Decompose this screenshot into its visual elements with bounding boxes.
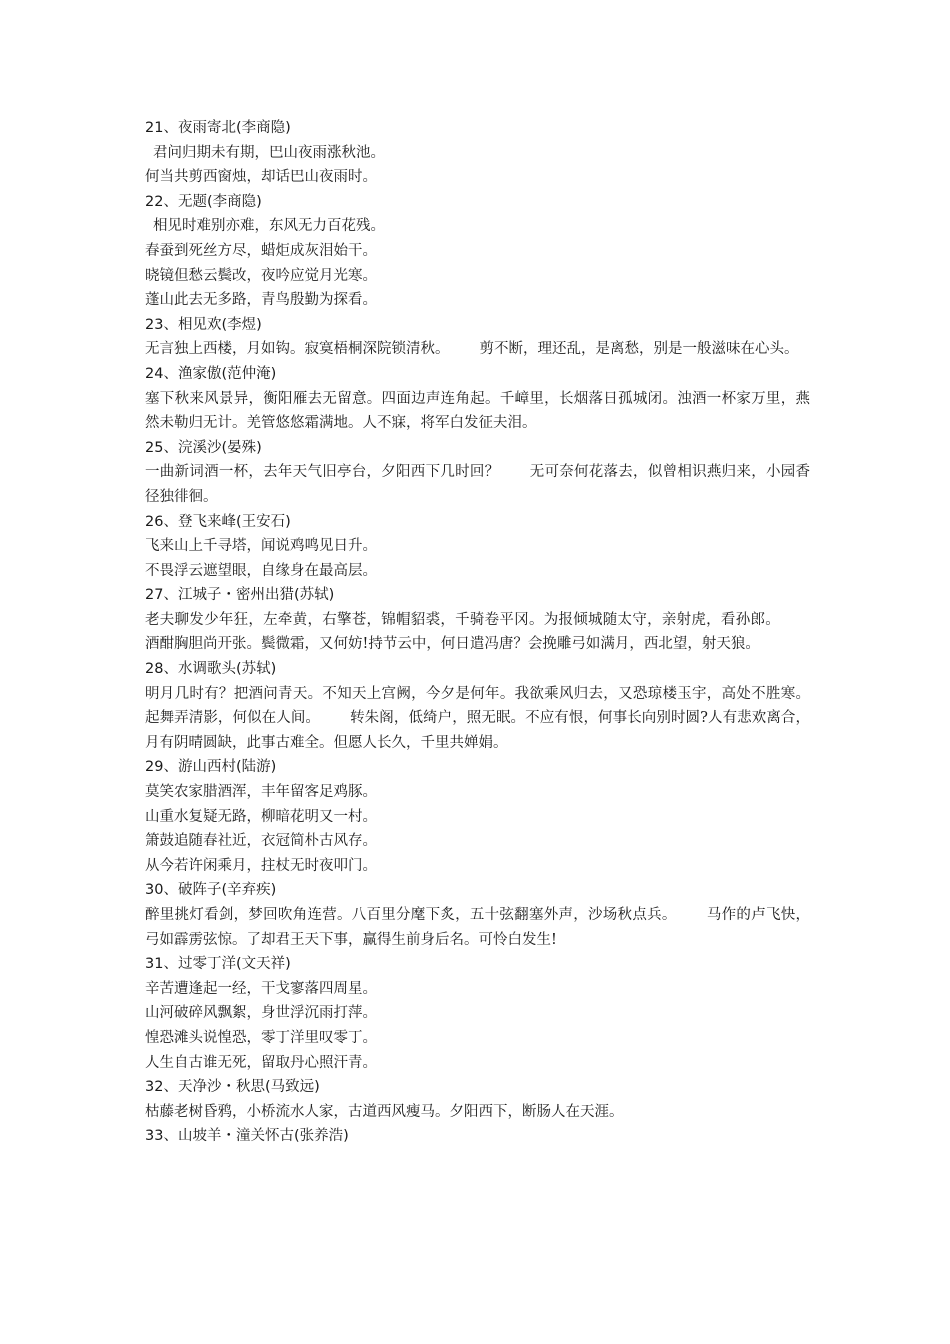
poem-line: 山河破碎风飘絮，身世浮沉雨打萍。 bbox=[145, 1005, 377, 1022]
poem-33 bbox=[145, 1124, 810, 1149]
poem-text: 枯藤老树昏鸦，小桥流水人家，古道西风瘦马。夕阳西下，断肠人在天涯。 bbox=[145, 1103, 624, 1120]
poem-title: 30、破阵子(辛弃疾) bbox=[145, 882, 277, 899]
poem-24 bbox=[145, 362, 810, 436]
poem-title: 22、无题(李商隐) bbox=[145, 193, 262, 210]
poem-21 bbox=[145, 116, 810, 190]
poem-31 bbox=[145, 952, 810, 1075]
poem-title: 33、山坡羊・潼关怀古(张养浩) bbox=[145, 1128, 349, 1145]
poem-part: 一曲新词酒一杯，去年天气旧亭台，夕阳西下几时回？ bbox=[145, 464, 500, 481]
poem-32 bbox=[145, 1075, 810, 1124]
poem-part: 酒酣胸胆尚开张。鬓微霜，又何妨!持节云中，何日遣冯唐？会挽雕弓如满月，西北望，射天狼。 bbox=[145, 636, 760, 653]
poem-line: 辛苦遭逢起一经，干戈寥落四周星。 bbox=[145, 980, 377, 997]
poem-line: 从今若许闲乘月，拄杖无时夜叩门。 bbox=[145, 857, 377, 874]
poem-line: 箫鼓追随春社近，衣冠简朴古风存。 bbox=[145, 833, 377, 850]
poem-text bbox=[145, 903, 810, 952]
poem-title: 31、过零丁洋(文天祥) bbox=[145, 956, 291, 973]
poem-line: 晓镜但愁云鬓改，夜吟应觉月光寒。 bbox=[145, 267, 377, 284]
poem-part: 剪不断，理还乱，是离愁，别是一般滋味在心头。 bbox=[479, 341, 799, 358]
poem-28 bbox=[145, 657, 810, 755]
poem-title: 26、登飞来峰(王安石) bbox=[145, 513, 291, 530]
poem-text bbox=[145, 608, 810, 657]
poem-26 bbox=[145, 510, 810, 584]
poem-line: 春蚕到死丝方尽，蜡炬成灰泪始干。 bbox=[145, 242, 377, 259]
poem-29 bbox=[145, 755, 810, 878]
poem-part: 醉里挑灯看剑，梦回吹角连营。八百里分麾下炙，五十弦翻塞外声，沙场秋点兵。 bbox=[145, 907, 677, 923]
poem-title: 28、水调歌头(苏轼) bbox=[145, 661, 277, 678]
poem-title: 24、渔家傲(范仲淹) bbox=[145, 365, 277, 382]
poem-23 bbox=[145, 313, 810, 362]
poem-title: 32、天净沙・秋思(马致远) bbox=[145, 1079, 320, 1096]
poem-part: 明月几时有？把酒问青天。不知天上宫阙，今夕是何年。我欲乘风归去，又恐琼楼玉宇，高处不胜寒。起舞弄清影，何似在人间。 bbox=[145, 685, 810, 727]
document-body bbox=[145, 116, 810, 1149]
poem-part: 无可奈何花落去，似曾相识燕归来，小园香径独徘徊。 bbox=[145, 464, 811, 505]
poem-part: 老夫聊发少年狂，左牵黄，右擎苍，锦帽貂裘，千骑卷平冈。为报倾城随太守，亲射虎，看孙郎。 bbox=[145, 611, 780, 628]
poem-text: 塞下秋来风景异，衡阳雁去无留意。四面边声连角起。千嶂里，长烟落日孤城闭。浊酒一杯家万里，燕然未勒归无计。羌管悠悠霜满地。人不寐，将军白发征夫泪。 bbox=[145, 390, 810, 432]
poem-title: 27、江城子・密州出猎(苏轼) bbox=[145, 587, 335, 604]
poem-title: 29、游山西村(陆游) bbox=[145, 759, 277, 776]
poem-25 bbox=[145, 436, 810, 510]
poem-line: 莫笑农家腊酒浑，丰年留客足鸡豚。 bbox=[145, 784, 377, 801]
poem-text bbox=[145, 460, 810, 509]
poem-line: 何当共剪西窗烛，却话巴山夜雨时。 bbox=[145, 169, 377, 186]
poem-30 bbox=[145, 878, 810, 952]
poem-text bbox=[145, 682, 810, 756]
poem-27 bbox=[145, 583, 810, 657]
poem-text bbox=[145, 337, 810, 362]
poem-line: 飞来山上千寻塔，闻说鸡鸣见日升。 bbox=[145, 538, 377, 555]
poem-part: 无言独上西楼，月如钩。寂寞梧桐深院锁清秋。 bbox=[145, 341, 450, 358]
poem-line: 不畏浮云遮望眼，自缘身在最高层。 bbox=[145, 562, 377, 579]
poem-line: 相见时难别亦难，东风无力百花残。 bbox=[153, 218, 385, 235]
poem-line: 君问归期未有期，巴山夜雨涨秋池。 bbox=[153, 144, 385, 161]
poem-part: 转朱阁，低绮户，照无眠。不应有恨，何事长向别时圆?人有悲欢离合，月有阴晴圆缺，此事古难全。但愿人长久，千里共婵娟。 bbox=[145, 710, 810, 751]
poem-line: 山重水复疑无路，柳暗花明又一村。 bbox=[145, 808, 377, 825]
poem-title: 21、夜雨寄北(李商隐) bbox=[145, 120, 291, 136]
poem-title: 23、相见欢(李煜) bbox=[145, 316, 262, 333]
poem-line: 惶恐滩头说惶恐，零丁洋里叹零丁。 bbox=[145, 1029, 377, 1046]
poem-22 bbox=[145, 190, 810, 313]
poem-line: 蓬山此去无多路，青鸟殷勤为探看。 bbox=[145, 292, 377, 309]
poem-line: 人生自古谁无死，留取丹心照汗青。 bbox=[145, 1054, 377, 1071]
poem-title: 25、浣溪沙(晏殊) bbox=[145, 439, 262, 456]
poem-part: 马作的卢飞快，弓如霹雳弦惊。了却君王天下事，赢得生前身后名。可怜白发生! bbox=[145, 907, 810, 948]
